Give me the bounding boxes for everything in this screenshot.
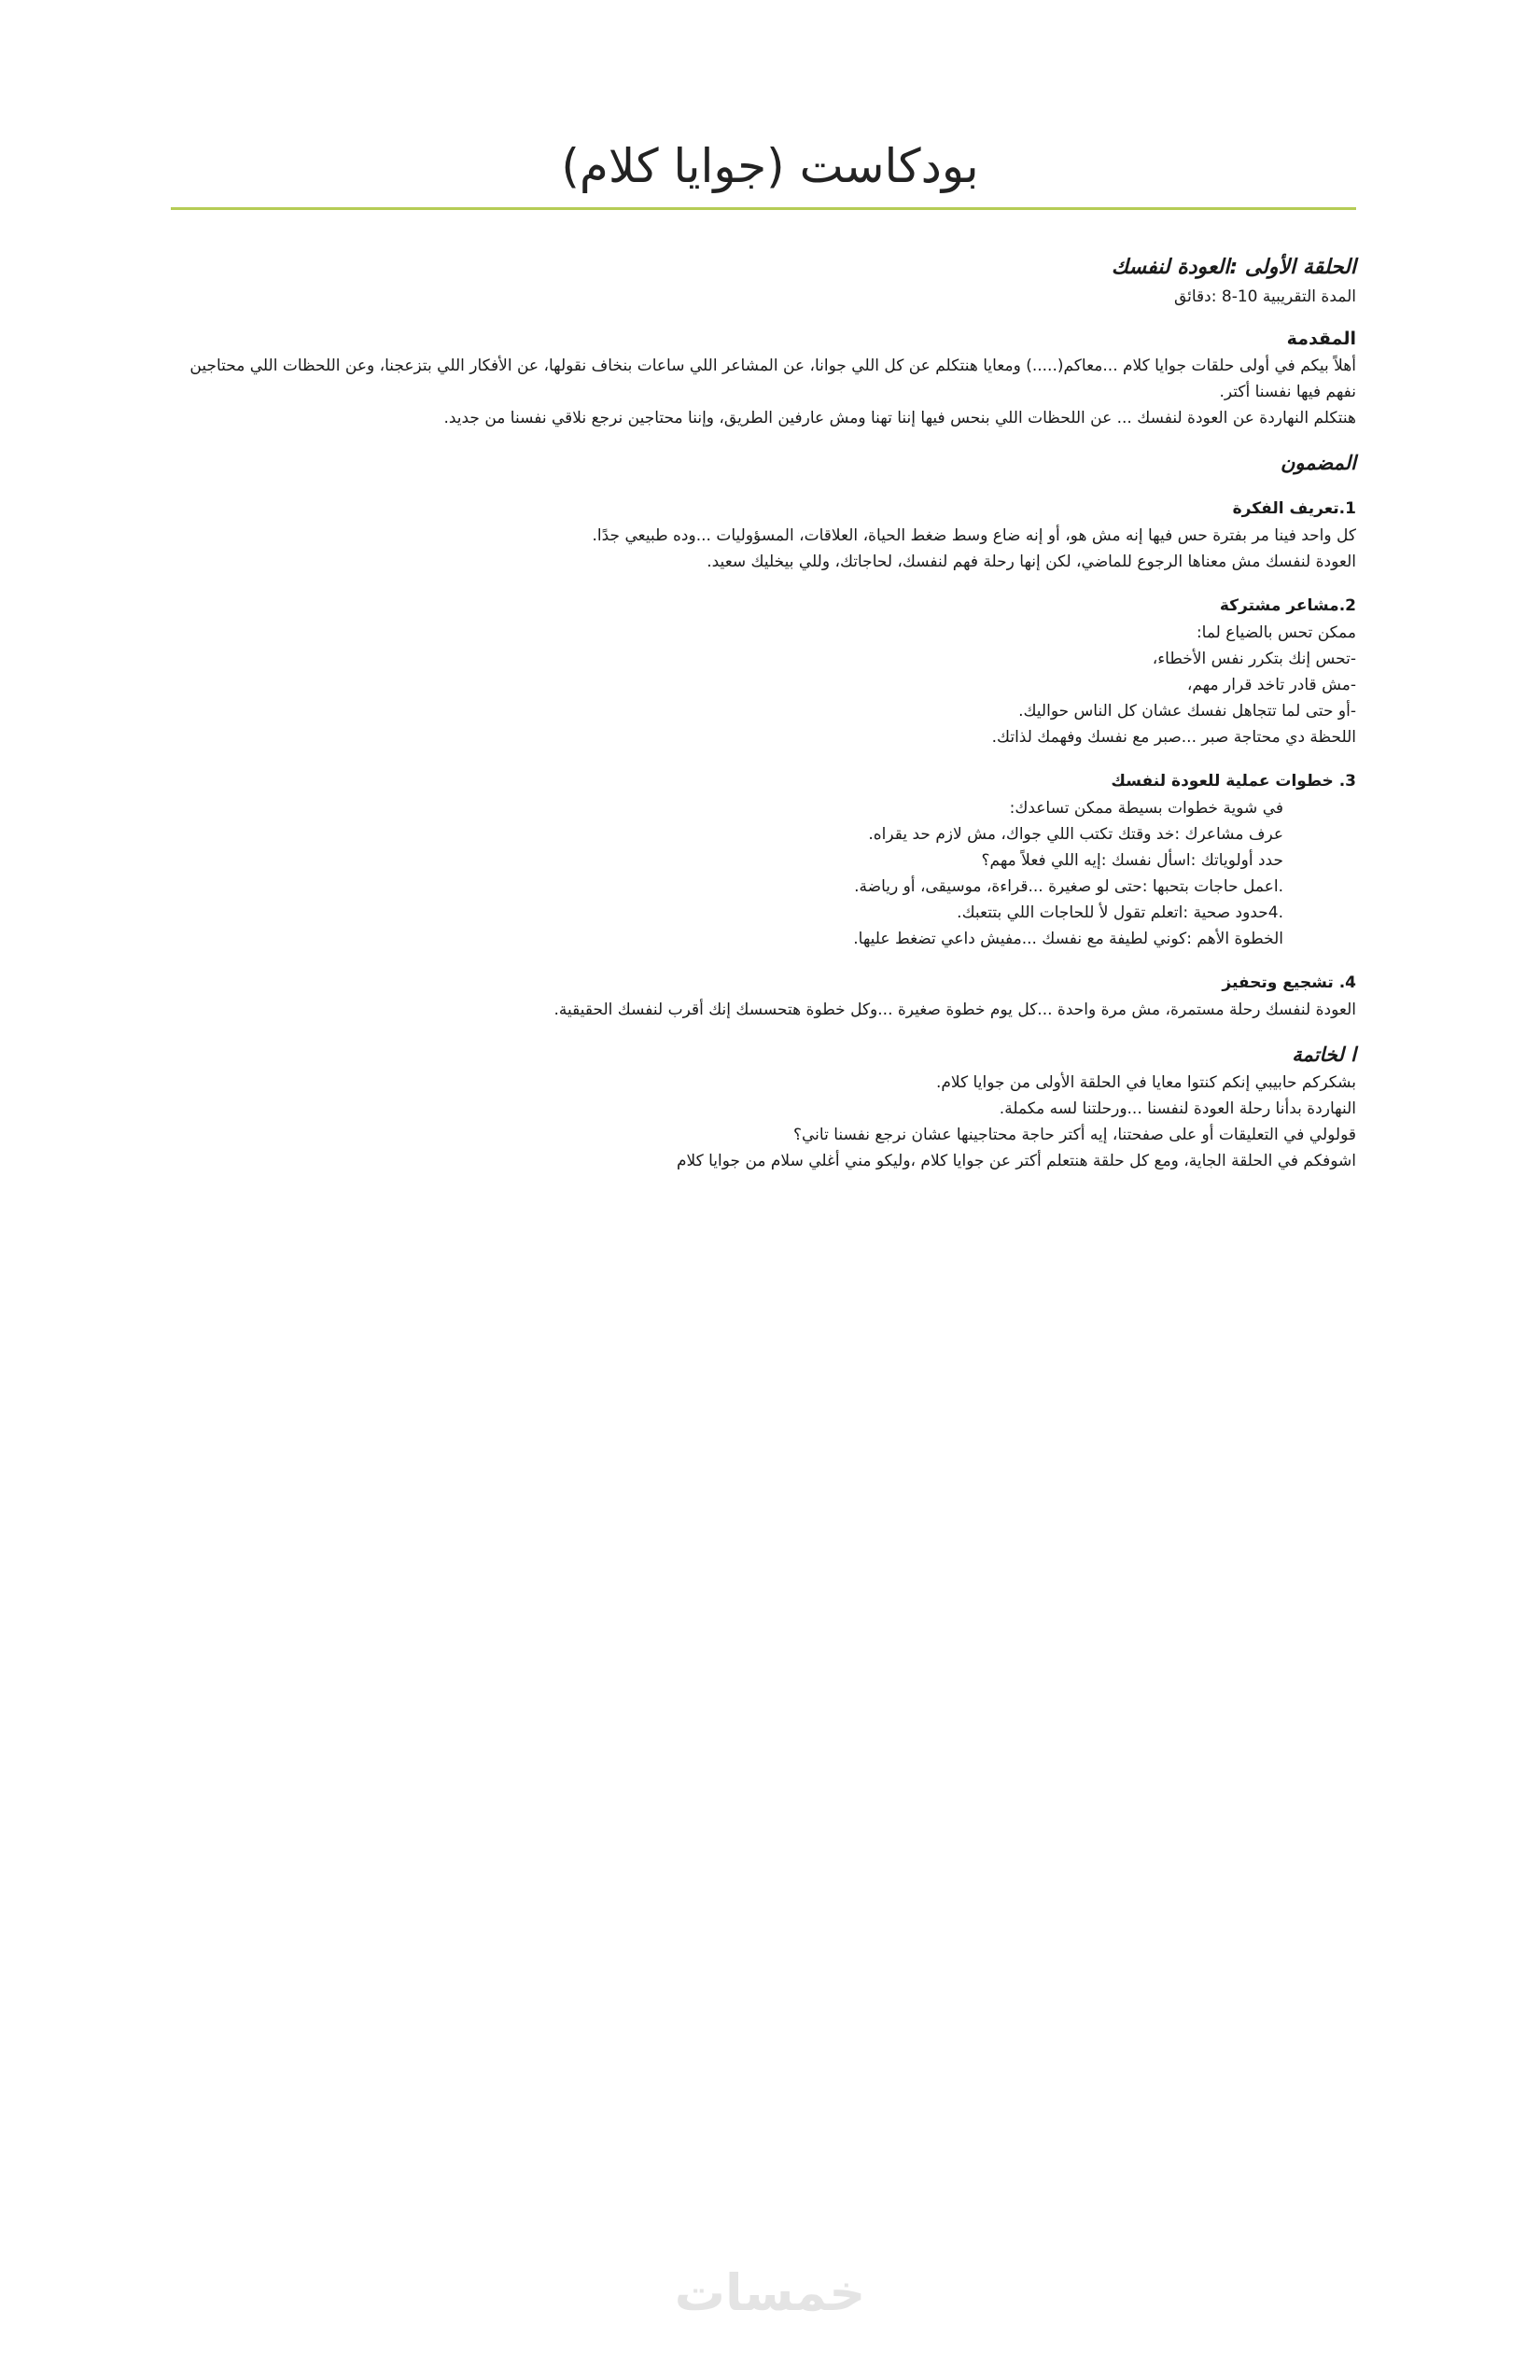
step-item: في شوية خطوات بسيطة ممكن تساعدك: bbox=[1009, 799, 1283, 818]
intro-line: هنتكلم النهاردة عن العودة لنفسك ... عن اللحظات اللي بنحس فيها إننا تهنا ومش عارفين الطريق، وإننا محتاجين نرجع نلاقي نفسنا من جديد. bbox=[443, 409, 1356, 427]
section-line: -مش قادر تاخد قرار مهم، bbox=[1186, 676, 1356, 694]
intro-line: نفهم فيها نفسنا أكتر. bbox=[1219, 383, 1356, 401]
section-line: -أو حتى لما تتجاهل نفسك عشان كل الناس حواليك. bbox=[1018, 702, 1356, 721]
section-line: اللحظة دي محتاجة صبر ...صبر مع نفسك وفهمك لذاتك. bbox=[991, 728, 1356, 747]
section-heading-idea: 1.تعريف الفكرة bbox=[1232, 499, 1356, 518]
intro-line: أهلاً بيكم في أولى حلقات جوايا كلام ...معاكم(.....) ومعايا هنتكلم عن كل اللي جوانا، عن المشاعر اللي ساعات بنخاف نقولها، عن الأفكار اللي بتزعجنا، وعن اللحظات اللي محتاجين bbox=[189, 357, 1356, 375]
section-line: العودة لنفسك مش معناها الرجوع للماضي، لكن إنها رحلة فهم لنفسك، لحاجاتك، وللي بيخليك سعيد. bbox=[707, 553, 1356, 571]
section-heading-feelings: 2.مشاعر مشتركة bbox=[1219, 596, 1356, 615]
section-line: العودة لنفسك رحلة مستمرة، مش مرة واحدة ...كل يوم خطوة صغيرة ...وكل خطوة هتحسسك إنك أقرب لنفسك الحقيقية. bbox=[553, 1001, 1356, 1019]
section-line: كل واحد فينا مر بفترة حس فيها إنه مش هو، أو إنه ضاع وسط ضغط الحياة، العلاقات، المسؤوليات ...وده طبيعي جدًا. bbox=[592, 526, 1356, 545]
section-heading-motivation: 4. تشجيع وتحفيز bbox=[1222, 973, 1356, 992]
document-title: بودكاست (جوايا كلام) bbox=[561, 139, 979, 193]
section-heading-steps: 3. خطوات عملية للعودة لنفسك bbox=[1111, 772, 1356, 791]
step-item: حدد أولوياتك :اسأل نفسك :إيه اللي فعلاً مهم؟ bbox=[981, 851, 1283, 870]
closing-line: بشكركم حابيبي إنكم كنتوا معايا في الحلقة الأولى من جوايا كلام. bbox=[935, 1073, 1356, 1092]
watermark-logo: خمسات bbox=[674, 2263, 866, 2322]
title-underline bbox=[171, 207, 1356, 210]
content-heading: المضمون bbox=[1281, 452, 1356, 474]
closing-heading: ا لخاتمة bbox=[1292, 1043, 1356, 1066]
step-item: .4حدود صحية :اتعلم تقول لأ للحاجات اللي بتتعبك. bbox=[957, 903, 1283, 922]
section-line: ممكن تحس بالضياع لما: bbox=[1196, 623, 1356, 642]
intro-heading: المقدمة bbox=[1286, 329, 1356, 349]
step-item: عرف مشاعرك :خد وقتك تكتب اللي جواك، مش لازم حد يقراه. bbox=[868, 825, 1283, 844]
document-body bbox=[171, 252, 1356, 1174]
step-item: .اعمل حاجات بتحبها :حتى لو صغيرة ...قراءة، موسيقى، أو رياضة. bbox=[854, 877, 1283, 896]
step-item: الخطوة الأهم :كوني لطيفة مع نفسك ...مفيش داعي تضغط عليها. bbox=[853, 930, 1283, 948]
closing-line: النهاردة بدأنا رحلة العودة لنفسنا ...ورحلتنا لسه مكملة. bbox=[999, 1099, 1356, 1118]
closing-line: اشوفكم في الحلقة الجاية، ومع كل حلقة هنتعلم أكتر عن جوايا كلام ،وليكو مني أغلي سلام من جوايا كلام bbox=[676, 1152, 1356, 1170]
section-line: -تحس إنك بتكرر نفس الأخطاء، bbox=[1152, 650, 1356, 668]
steps-list bbox=[171, 795, 1356, 952]
closing-line: قولولي في التعليقات أو على صفحتنا، إيه أكتر حاجة محتاجينها عشان نرجع نفسنا تاني؟ bbox=[792, 1126, 1356, 1144]
duration-text: المدة التقريبية 10-8 :دقائق bbox=[1173, 287, 1356, 306]
episode-title: الحلقة الأولى :العودة لنفسك bbox=[1111, 256, 1356, 279]
